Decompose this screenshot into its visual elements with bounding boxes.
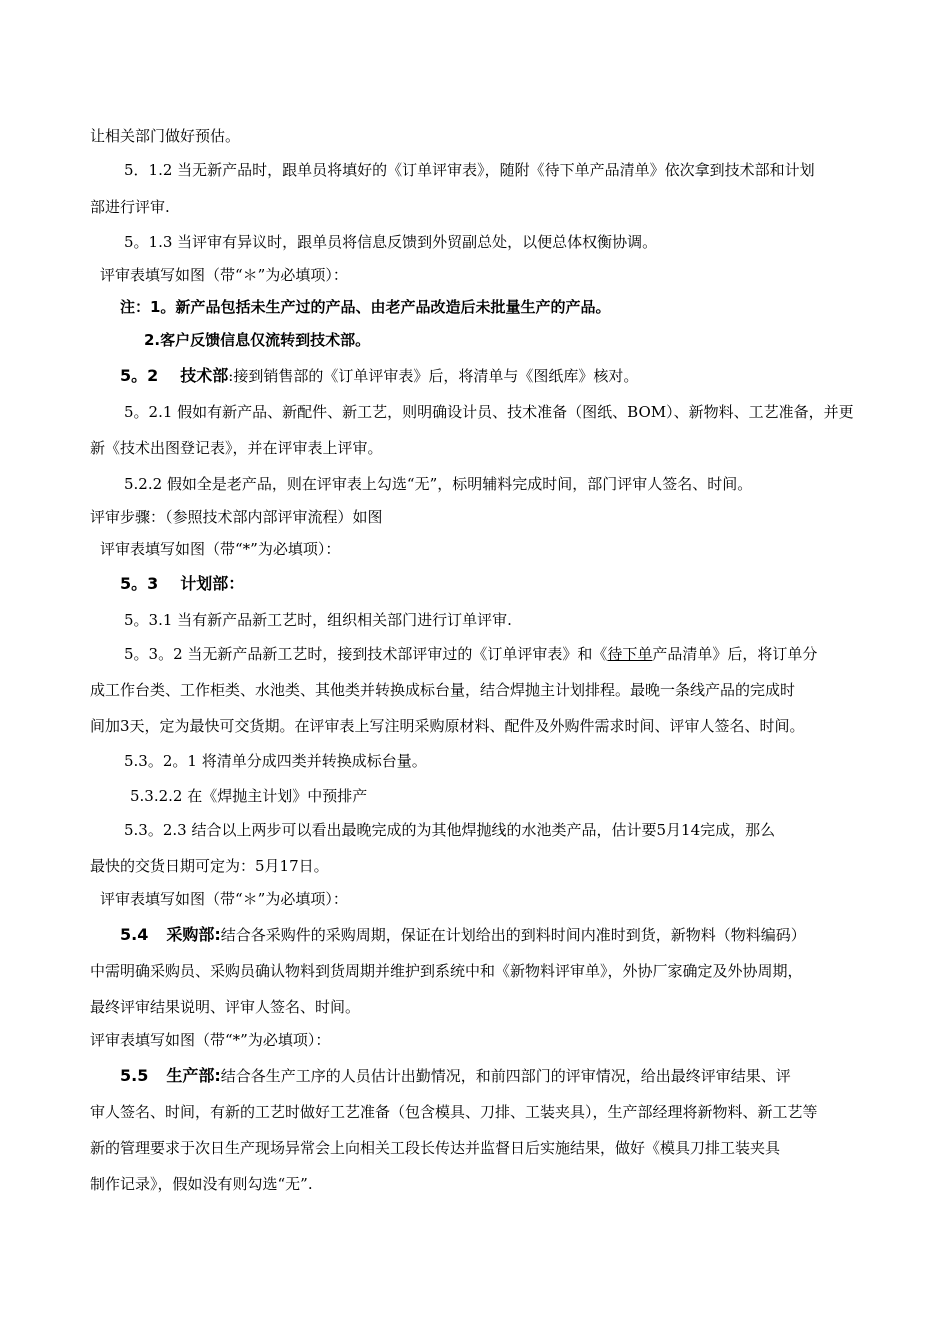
section-text: 结合各生产工序的人员估计出勤情况，和前四部门的评审情况，给出最终评审结果、评 (220, 1067, 791, 1085)
section-number: 5.5 (120, 1066, 149, 1085)
paragraph-line: 让相关部门做好预估。 (90, 127, 241, 145)
section-title: 采购部: (166, 925, 221, 944)
section-5-5-heading (120, 1066, 791, 1086)
review-steps-line: 评审步骤：（参照技术部内部评审流程）如图 (90, 508, 383, 526)
section-text: :接到销售部的《订单评审表》后，将清单与《图纸库》核对。 (228, 367, 639, 385)
section-5-3-2-line: 成工作台类、工作柜类、水池类、其他类并转换成标台量，结合焊抛主计划排程。最晚一条线产品的完成时 (90, 681, 796, 699)
section-number: 5.4 (120, 925, 149, 944)
line-text: 产品清单》后，将订单分 (652, 645, 818, 663)
section-5-5-line: 新的管理要求于次日生产现场异常会上向相关工段长传达并监督日后实施结果，做好《模具刀排工装夹具 (90, 1139, 781, 1157)
section-5-2-heading (120, 366, 638, 386)
section-number: 5。3 (120, 574, 159, 593)
section-5-3-1-line: 5。3.1 当有新产品新工艺时，组织相关部门进行订单评审. (124, 611, 512, 629)
section-5-5-line: 制作记录》，假如没有则勾选“无”. (90, 1175, 313, 1193)
underlined-text: 待下单 (607, 645, 653, 663)
section-5-1-2-line: 5．1.2 当无新产品时，跟单员将填好的《订单评审表》，随附《待下单产品清单》依次拿到技术部和计划 (124, 161, 815, 179)
section-5-4-line: 中需明确采购员、采购员确认物料到货周期并维护到系统中和《新物料评审单》，外协厂家确定及外协周期， (90, 962, 803, 980)
section-5-3-2-3-line: 5.3。2.3 结合以上两步可以看出最晚完成的为其他焊抛线的水池类产品，估计要5月14完成，那么 (124, 821, 776, 839)
section-5-2-2-line: 5.2.2 假如全是老产品，则在评审表上勾选“无”，标明辅料完成时间，部门评审人签名、时间。 (124, 475, 753, 493)
section-text: 结合各采购件的采购周期，保证在计划给出的到料时间内准时到货，新物料（物料编码） (220, 926, 806, 944)
section-5-3-2-1-line: 5.3。2。1 将清单分成四类并转换成标台量。 (124, 752, 427, 770)
section-5-1-3-line: 5。1.3 当评审有异议时，跟单员将信息反馈到外贸副总处，以便总体权衡协调。 (124, 233, 658, 251)
section-5-2-1-line: 新《技术出图登记表》，并在评审表上评审。 (90, 439, 383, 457)
form-note: 评审表填写如图（带“*”为必填项）： (90, 1031, 331, 1049)
form-note: 评审表填写如图（带“*”为必填项）： (100, 540, 341, 558)
section-5-4-heading (120, 925, 806, 945)
section-title: 计划部： (180, 574, 245, 593)
section-5-4-line: 最终评审结果说明、评审人签名、时间。 (90, 998, 361, 1016)
section-5-2-1-line: 5。2.1 假如有新产品、新配件、新工艺，则明确设计员、技术准备（图纸、BOM）、新物料、工艺准备，并更 (124, 403, 854, 421)
section-5-3-2-line: 间加3天，定为最快可交货期。在评审表上写注明采购原材料、配件及外购件需求时间、评审人签名、时间。 (90, 717, 805, 735)
note-line-1: 注：1。新产品包括未生产过的产品、由老产品改造后未批量生产的产品。 (120, 298, 611, 316)
section-title: 生产部: (166, 1066, 221, 1085)
form-note: 评审表填写如图（带“＊”为必填项）： (100, 890, 348, 908)
section-5-1-2-line: 部进行评审. (90, 198, 170, 216)
section-number: 5。2 (120, 366, 159, 385)
note-line-2: 2.客户反馈信息仅流转到技术部。 (144, 331, 371, 349)
section-5-3-2-3-line: 最快的交货日期可定为：5月17日。 (90, 857, 329, 875)
section-5-3-heading (120, 574, 244, 594)
line-text: 5。3。2 当无新产品新工艺时，接到技术部评审过的《订单评审表》和《 (124, 645, 608, 663)
section-5-5-line: 审人签名、时间，有新的工艺时做好工艺准备（包含模具、刀排、工装夹具），生产部经理将新物料、新工艺等 (90, 1103, 818, 1121)
form-note: 评审表填写如图（带“＊”为必填项）： (100, 266, 348, 284)
section-title: 技术部 (180, 366, 229, 385)
section-5-3-2-line (124, 644, 817, 664)
section-5-3-2-2-line: 5.3.2.2 在《焊抛主计划》中预排产 (130, 787, 368, 805)
